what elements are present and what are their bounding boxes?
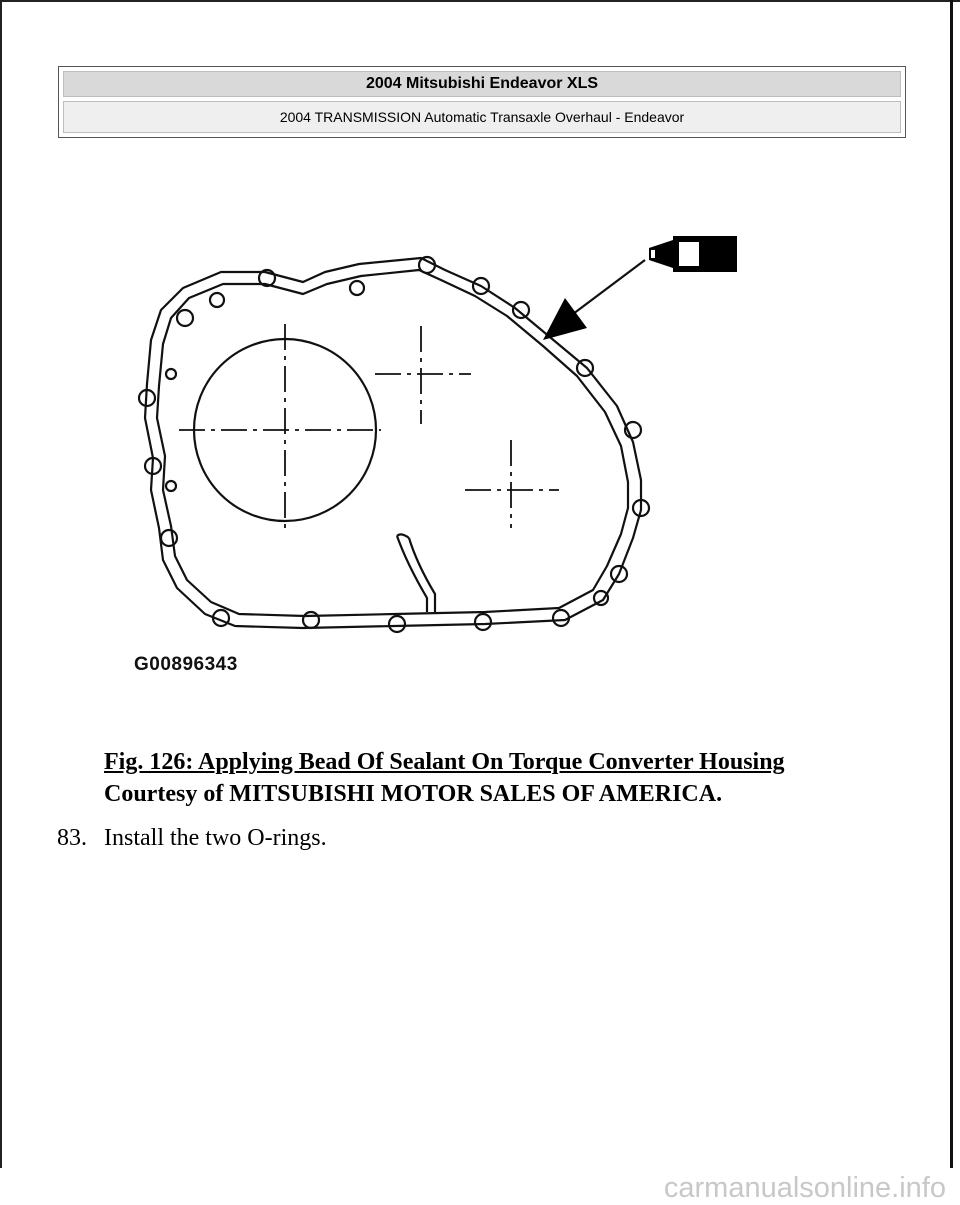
dowel-hole-icon [166,369,176,379]
page-left-border [0,0,2,1168]
bolt-boss-icon [210,293,224,307]
page-top-border [0,0,960,2]
bolt-boss-icon [513,302,529,318]
bolt-boss-icon [475,614,491,630]
bolt-boss-icon [303,612,319,628]
dowel-hole-icon [166,481,176,491]
footer [0,1168,960,1205]
bolt-boss-icon [350,281,364,295]
page-right-border [950,0,953,1168]
sealant-bead-illustration [125,228,745,690]
figure-caption [104,746,904,810]
bolt-boss-icon [594,591,608,605]
sealant-branch-line [397,534,435,612]
figure-title: Fig. 126: Applying Bead Of Sealant On Torque Converter Housing [104,749,785,775]
step-number: 83. [57,825,87,851]
procedure-step [57,822,327,854]
sealant-tube-icon [649,236,737,272]
figure-credit: Courtesy of MITSUBISHI MOTOR SALES OF AMERICA. [104,781,723,807]
bolt-boss-icon [177,310,193,326]
figure-code: G00896343 [134,654,238,675]
step-text: Install the two O-rings. [104,825,327,851]
bolt-boss-icon [577,360,593,376]
bolt-boss-icon [389,616,405,632]
vehicle-title: 2004 Mitsubishi Endeavor XLS [63,71,901,97]
sealant-arrow-icon [543,260,645,340]
watermark-text: carmanualsonline.info [663,1172,946,1204]
document-header [58,66,906,138]
bolt-boss-icon [161,530,177,546]
section-title: 2004 TRANSMISSION Automatic Transaxle Overhaul - Endeavor [63,101,901,133]
